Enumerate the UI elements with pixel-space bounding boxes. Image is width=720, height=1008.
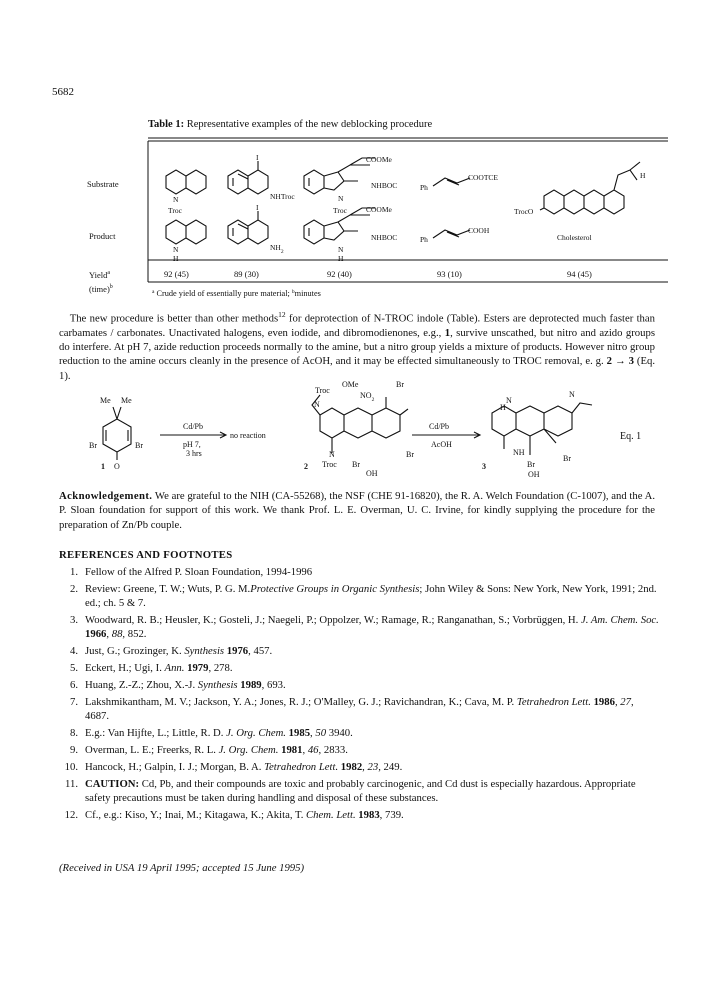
reference-text: , 693. [261, 678, 286, 691]
reference-number: 4. [69, 645, 78, 658]
prod-b-nh2: $NH_2$ [270, 243, 284, 255]
sub-d-ph: Ph [420, 183, 428, 192]
substrate-e-structure [540, 162, 640, 214]
main-text-4: (Eq. 1). [59, 355, 655, 382]
compound-1-structure [103, 407, 131, 460]
reference-text: 23 [367, 760, 379, 773]
references-list [59, 565, 659, 825]
reference-text: , 457. [248, 645, 273, 658]
prod-a-h: H [173, 254, 179, 263]
sub-c-nhboc: NHBOC [371, 181, 398, 190]
reference-item [59, 695, 659, 723]
reference-text: 1989 [240, 678, 262, 691]
table-figure [0, 0, 720, 305]
c2-br-top: Br [396, 380, 404, 389]
main-text-compound-1: 1 [444, 326, 451, 339]
compound-2-structure [312, 395, 408, 453]
reference-text: , 739. [379, 808, 404, 821]
yield-d: 93 (10) [437, 269, 462, 279]
main-text-compound-3: 3 [628, 355, 634, 368]
substrate-c-structure [304, 158, 375, 194]
prod-e-cholesterol: Cholesterol [557, 233, 592, 242]
reference-number: 1. [69, 566, 78, 578]
substrate-d-structure [433, 178, 470, 186]
reference-text: ; John Wiley & Sons: New York, New York, 1991; 2nd. ed.; ch. 5 & 7. [85, 582, 657, 610]
main-paragraph [59, 308, 655, 383]
reference-text: Cf., e.g.: Kiso, Y.; Inai, M.; Kitagawa, K.; Akita, T. [85, 808, 307, 821]
reference-text: 1985 [288, 726, 311, 739]
reference-text: , 249. [378, 760, 403, 773]
c2-ome: OMe [342, 380, 359, 389]
sub-e-h: H [640, 171, 646, 180]
row-label-product: Product [89, 231, 116, 241]
c2-troc-bot: Troc [322, 460, 337, 469]
reference-number: 7. [69, 695, 78, 708]
reference-text: Synthesis [184, 645, 225, 658]
reference-number: 2. [69, 582, 78, 595]
product-b-structure [228, 211, 268, 244]
compound-2-number: 2 [304, 462, 308, 471]
reference-text: Synthesis [197, 678, 238, 691]
reference-text: J. Org. Chem. [218, 743, 279, 756]
reference-text: Huang, Z.-Z.; Zhou, X.-J. [85, 678, 198, 691]
table-title-text: Representative examples of the new deblocking procedure [186, 119, 433, 130]
reference-text: 3940. [326, 726, 353, 739]
reference-text: Lakshmikantham, M. V.; Jackson, Y. A.; Jones, R. J.; O'Malley, G. J.; Ravichandran, K.; Cava, M. P. [85, 695, 517, 708]
reference-number: 8. [69, 726, 78, 739]
compound-1-number: 1 [101, 462, 105, 471]
reference-text: Review: Greene, T. W.; Wuts, P. G. M. [85, 582, 251, 595]
reference-item [59, 726, 659, 740]
reference-text: 46 [307, 743, 319, 756]
reference-text: , 4687. [85, 695, 634, 722]
prod-d-cooh: COOH [468, 226, 490, 235]
c2-n-bot: N [329, 450, 335, 459]
reference-item [59, 644, 659, 658]
product-a-structure [166, 220, 206, 244]
substrate-structures [166, 158, 640, 214]
substrate-a-structure [166, 170, 206, 194]
reference-text: Overman, L. E.; Freerks, R. L. [85, 743, 219, 756]
main-text-1: The new procedure is better than other methods [69, 312, 279, 325]
page-number: 5682 [52, 86, 74, 98]
substrate-b-structure [228, 161, 268, 194]
reference-text: , [302, 743, 308, 756]
prod-c-h: H [338, 254, 344, 263]
reference-number: 6. [69, 678, 78, 691]
reference-text: , [614, 695, 621, 708]
main-text-3: , survive unscathed, but nitro and azido groups do interfere. At pH 7, azide reduction proceeds normally to the amine, but a nitro group yields a mixture of products. However nitro group reduction to the amine occurs cleanly in the presence of AcOH, and it may be effected simultaneously to TROC removal, e. g. [59, 326, 655, 368]
main-text-compound-2: 2 [606, 355, 612, 368]
reference-text: 1976 [226, 645, 249, 658]
reference-text: , 852. [122, 628, 147, 641]
main-text-arrow: → [612, 355, 629, 368]
reference-text: , 2833. [318, 743, 348, 756]
reference-number: 11. [65, 777, 78, 790]
reference-number: 3. [69, 613, 78, 626]
equation-label: Eq. 1 [620, 431, 642, 442]
row-label-yield: Yield$^a$ [89, 270, 111, 280]
row-label-time: (time)$^b$ [89, 284, 113, 294]
arrow-1-ph: pH 7, [183, 440, 201, 449]
reference-item [59, 565, 659, 579]
c3-h: H [500, 403, 506, 412]
main-text-2: for deprotection of N-TROC indole (Table). Esters are deprotected much faster than carbamates / carbonates. Unactivated halogens, even iodide, and dibromodienones, e.g., [59, 312, 655, 339]
reference-text: 27 [620, 695, 631, 708]
reference-item [59, 582, 659, 610]
prod-a-n: N [173, 245, 179, 254]
yield-a: 92 (45) [164, 269, 189, 279]
reference-item [59, 808, 659, 822]
reference-text: , [310, 726, 316, 739]
yield-e: 94 (45) [567, 269, 592, 279]
acknowledgement-heading: Acknowledgement. [59, 490, 153, 502]
arrow-2-reagent: Cd/Pb [429, 422, 450, 431]
table-footnote: $^a$ Crude yield of essentially pure material; $^b$minutes [152, 289, 321, 298]
c1-br-1: Br [89, 441, 97, 450]
reference-item [59, 661, 659, 675]
reference-text: Hancock, H.; Galpin, I. J.; Morgan, B. A. [85, 760, 265, 773]
reference-text: Protective Groups in Organic Synthesis [250, 582, 420, 595]
reference-text: 1979 [187, 661, 209, 674]
acknowledgement-paragraph [59, 489, 655, 532]
acknowledgement-text: We are grateful to the NIH (CA-55268), the NSF (CHE 91-16820), the R. A. Welch Foundation (C-1007), and the A. P. Sloan foundation for support of this work. We thank Prof. L. E. Overman, U. C. Irvine, for kindly supplying the procedure for the preparation of Zn/Pb couple. [59, 490, 655, 531]
reference-text: 50 [315, 726, 327, 739]
reference-text: 88 [111, 628, 123, 641]
prod-c-nhboc: NHBOC [371, 233, 398, 242]
reference-text: , 278. [208, 661, 233, 674]
c2-oh: OH [366, 469, 378, 478]
reference-text: Ann. [164, 661, 185, 674]
reference-text: , [106, 628, 112, 641]
reference-text: Woodward, R. B.; Heusler, K.; Gosteli, J.; Naegeli, P.; Oppolzer, W.; Ramage, R.; Ranganathan, S.; Vorbrüggen, H. [85, 613, 581, 626]
yield-c: 92 (40) [327, 269, 352, 279]
equation-figure [0, 375, 720, 485]
row-label-substrate: Substrate [87, 179, 119, 189]
reference-text: Chem. Lett. [306, 808, 356, 821]
reference-item [59, 777, 659, 805]
sub-a-troc: Troc [168, 206, 182, 215]
c1-br-2: Br [135, 441, 143, 450]
arrow-1-time: 3 hrs [186, 449, 202, 458]
reference-text: 1966 [85, 628, 107, 641]
reference-text: 1986 [593, 695, 615, 708]
prod-c-n: N [338, 245, 344, 254]
reference-number: 12. [64, 808, 78, 821]
reference-text: 1983 [358, 808, 380, 821]
c3-br-1: Br [527, 460, 535, 469]
references-heading: REFERENCES AND FOOTNOTES [59, 549, 233, 561]
reference-text: , [362, 760, 368, 773]
prod-d-ph: Ph [420, 235, 428, 244]
c3-n-right: N [569, 390, 575, 399]
sub-c-troc: Troc [333, 206, 347, 215]
reference-text: Fellow of the Alfred P. Sloan Foundation, 1994-1996 [85, 566, 313, 578]
c2-br-bot: Br [352, 460, 360, 469]
arrow-1-reagent: Cd/Pb [183, 422, 204, 431]
c3-n-top: N [506, 396, 512, 405]
reference-text: J. Org. Chem. [226, 726, 286, 739]
prod-b-iodo: I [256, 203, 259, 212]
main-text-ref: 12 [278, 310, 286, 319]
yield-b: 89 (30) [234, 269, 259, 279]
prod-c-coome: COOMe [366, 205, 392, 214]
no-reaction-label: no reaction [230, 431, 266, 440]
reference-text: Eckert, H.; Ugi, I. [85, 661, 165, 674]
reference-number: 10. [64, 760, 78, 773]
reference-item [59, 613, 659, 641]
reference-text: Tetrahedron Lett. [264, 760, 339, 773]
reference-item [59, 760, 659, 774]
reference-text: J. Am. Chem. Soc. [580, 613, 659, 626]
c1-me-2: Me [121, 396, 132, 405]
c2-troc-top: Troc [315, 386, 330, 395]
reference-text: Just, G.; Grozinger, K. [85, 645, 185, 658]
sub-c-n: N [338, 194, 344, 203]
reference-text: 1981 [281, 743, 303, 756]
reference-text: 1982 [340, 760, 363, 773]
sub-e-troco: TrocO [514, 207, 534, 216]
sub-d-cootce: COOTCE [468, 173, 498, 182]
table-title-label: Table 1: [148, 119, 185, 130]
c3-nh: NH [513, 448, 525, 457]
c1-o: O [114, 462, 120, 471]
reference-number: 5. [69, 661, 78, 674]
c2-no2: $NO_2$ [360, 391, 375, 403]
compound-3-structure [492, 403, 592, 455]
sub-a-n: N [173, 195, 179, 204]
c3-oh: OH [528, 470, 540, 479]
c3-br-2: Br [563, 454, 571, 463]
arrow-2-acid: AcOH [431, 440, 452, 449]
sub-b-nhtroc: NHTroc [270, 192, 295, 201]
sub-c-coome: COOMe [366, 155, 392, 164]
reference-text: Cd, Pb, and their compounds are toxic and probably carcinogenic, and Cd dust is especially hazardous. Appropriate safety precautions must be taken during handling and disposal of these substances. [85, 777, 636, 804]
received-date: (Received in USA 19 April 1995; accepted 15 June 1995) [59, 862, 305, 874]
reference-item [59, 743, 659, 757]
product-d-structure [433, 230, 470, 238]
sub-b-iodo: I [256, 153, 259, 162]
c2-n-top: N [314, 400, 320, 409]
reference-item [59, 678, 659, 692]
compound-3-number: 3 [482, 462, 486, 471]
reference-number: 9. [69, 743, 78, 756]
c1-me-1: Me [100, 396, 111, 405]
reference-text: CAUTION: [85, 777, 140, 790]
reference-text: E.g.: Van Hijfte, L.; Little, R. D. [85, 726, 227, 739]
reference-text: Tetrahedron Lett. [516, 695, 591, 708]
c2-br-right: Br [406, 450, 414, 459]
